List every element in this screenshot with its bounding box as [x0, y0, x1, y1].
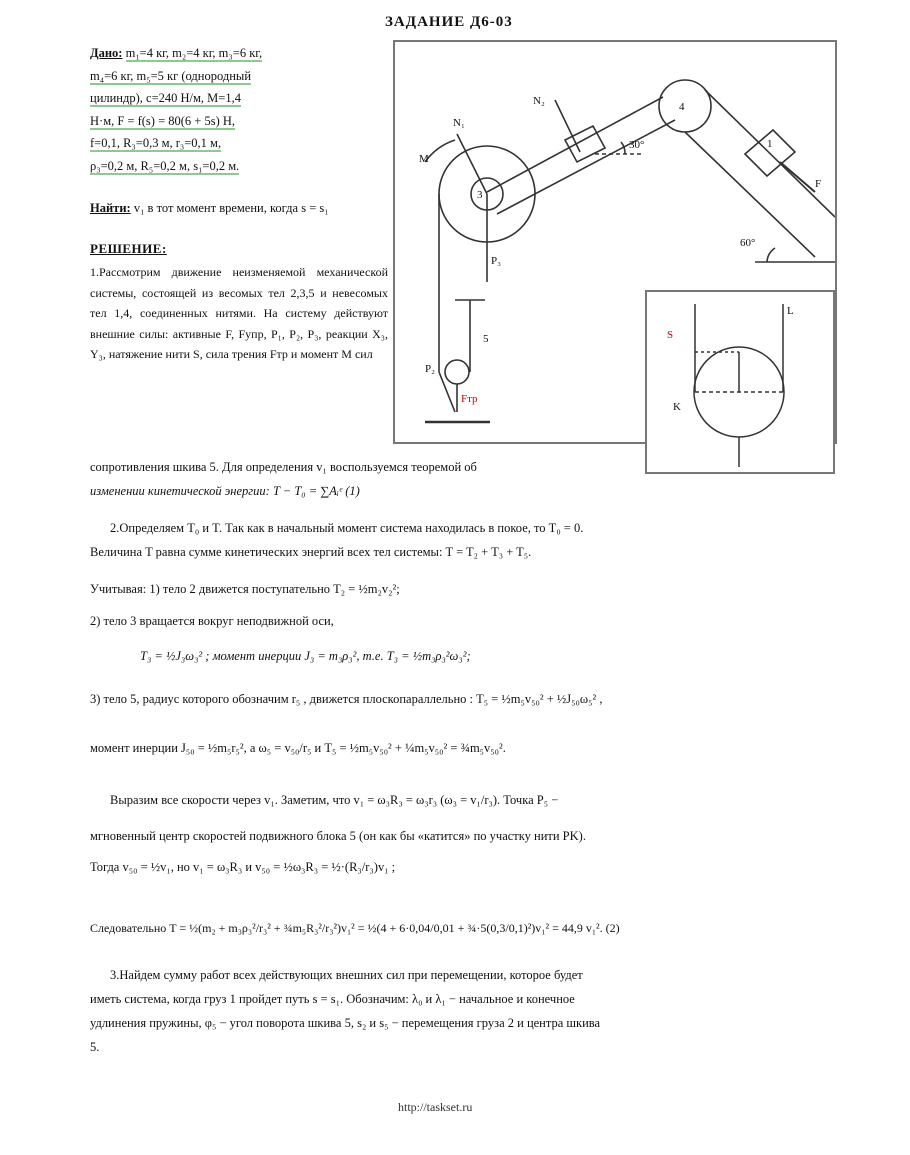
moment-arc	[425, 140, 455, 162]
given-line: f=0,1, R₃=0,3 м, r₃=0,1 м,	[90, 136, 222, 150]
given-line: ρ₃=0,2 м, R₅=0,2 м, s₁=0,2 м.	[90, 158, 240, 173]
paragraph-line: 5.	[90, 1040, 100, 1054]
label-3: 3	[477, 189, 483, 201]
paragraph-line: 3) тело 5, радиус которого обозначим r₅ , движется плоскопараллельно : T₅ = ½m₅v₅₀² + ½J₅₀ω₅² ,	[90, 692, 603, 706]
paragraph-line: изменении кинетической энергии: T − T₀ = ∑Aᵢᵉ (1)	[90, 484, 360, 498]
label-30: 30°	[629, 139, 645, 151]
inset-label-k: K	[673, 401, 681, 413]
paragraph-line: Тогда v₅₀ = ½v₁, но v₁ = ω₃R₃ и v₅₀ = ½ω₃R₃ = ½·(R₃/r₃)v₁ ;	[90, 860, 396, 874]
label-5: 5	[483, 333, 489, 345]
find-label: Найти:	[90, 201, 131, 215]
paragraph-line: Следовательно T = ½(m₂ + m₃ρ₃²/r₃² + ¾m₅R₃²/r₃²)v₁² = ½(4 + 6·0,04/0,01 + ¾·5(0,3/0,1)²)v₁² = 44,9 v₁². (2)	[90, 921, 620, 935]
given-block	[90, 42, 388, 177]
paragraph-line: Величина T равна сумме кинетических энергий всех тел системы: T = T₂ + T₃ + T₅.	[90, 545, 532, 559]
pulley-5-small	[445, 360, 469, 384]
label-n1: N₁	[453, 117, 465, 129]
inset-drawing	[647, 292, 833, 472]
paragraph-line: Учитывая: 1) тело 2 движется поступательно T₂ = ½m₂v₂²;	[90, 582, 400, 596]
label-1: 1	[767, 138, 773, 150]
given-line: Н·м, F = f(s) = 80(6 + 5s) Н,	[90, 113, 236, 128]
paragraph-line: T₃ = ½J₃ω₃² ; момент инерции J₃ = m₃ρ₃², т.е. T₃ = ½m₃ρ₃²ω₃²;	[140, 649, 471, 663]
given-line: цилиндр), c=240 Н/м, M=1,4	[90, 91, 241, 105]
find-block	[90, 197, 388, 219]
paragraph-line: 2.Определяем T₀ и T. Так как в начальный момент система находилась в покое, то T₀ = 0.	[110, 521, 584, 535]
label-m: M	[419, 153, 429, 165]
paragraph-line: 3.Найдем сумму работ всех действующих внешних сил при перемещении, которое будет	[110, 968, 583, 982]
label-60: 60°	[740, 237, 756, 249]
inset-figure	[645, 290, 835, 474]
find-text: v₁ в тот момент времени, когда s = s₁	[133, 201, 329, 215]
footer-link[interactable]: http://taskset.ru	[398, 1100, 473, 1114]
label-n2: N₂	[533, 95, 545, 107]
paragraph-line: мгновенный центр скоростей подвижного блока 5 (он как бы «катится» по участку нити PK).	[90, 829, 586, 843]
inset-label-l: L	[787, 305, 794, 317]
paragraph-line: сопротивления шкива 5. Для определения v₁ воспользуемся теоремой об	[90, 460, 477, 474]
label-p3: P₃	[491, 255, 501, 267]
solution-intro: 1.Рассмотрим движение неизменяемой механической системы, состоящей из весомых тел 2,3,5 и невесомых тел 1,4, соединенных нитями. На систему действуют внешние силы: активные F, Fупр, P₁, P₂, P₃, реакции X₃, Y₃, натяжение нити S, сила трения Fтр и момент M сил	[90, 265, 388, 361]
pulley-4-shape	[659, 80, 711, 132]
lower-plank-edge	[497, 120, 675, 214]
solution-heading: РЕШЕНИЕ:	[90, 241, 167, 256]
force-f-line	[780, 162, 815, 192]
inset-label-s: S	[667, 329, 674, 341]
paragraph-line: 2) тело 3 вращается вокруг неподвижной оси,	[90, 614, 334, 628]
paragraph-line: иметь система, когда груз 1 пройдет путь s = s₁. Обозначим: λ₀ и λ₁ − начальное и конечное	[90, 992, 575, 1006]
paragraph-line: Выразим все скорости через v₁. Заметим, что v₁ = ω₃R₃ = ω₃r₃ (ω₃ = v₁/r₃). Точка P₅ −	[110, 793, 559, 807]
given-label: Дано:	[90, 46, 123, 60]
paragraph-line: удлинения пружины, φ₅ − угол поворота шкива 5, s₂ и s₅ − перемещения груза 2 и центра шкива	[90, 1016, 601, 1030]
given-line: m₄=6 кг, m₅=5 кг (однородный	[90, 68, 252, 83]
paragraph-line: момент инерции J₅₀ = ½m₅r₅², а ω₅ = v₅₀/r₅ и T₅ = ½m₅v₅₀² + ¼m₅v₅₀² = ¾m₅v₅₀².	[90, 741, 506, 755]
angle-60-arc	[767, 248, 775, 262]
page-title: ЗАДАНИЕ Д6-03	[385, 14, 513, 30]
descending-plank-edge-1	[705, 90, 835, 217]
label-ftr: Fтр	[461, 393, 478, 405]
label-f: F	[815, 178, 822, 190]
given-line: m₁=4 кг, m₂=4 кг, m₃=6 кг,	[125, 46, 263, 60]
label-4: 4	[679, 101, 685, 113]
n1-vector	[457, 134, 487, 194]
label-p2: P₂	[425, 363, 435, 375]
